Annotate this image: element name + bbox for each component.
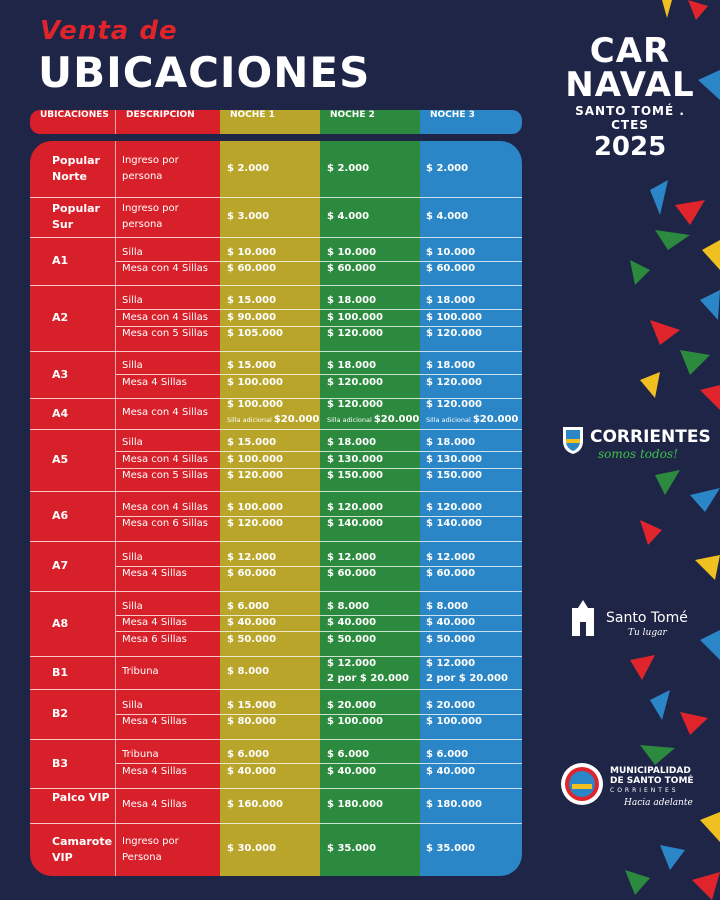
sub-row-divider: [116, 516, 522, 517]
price-noche-2: $ 100.000: [327, 716, 383, 727]
description: Mesa con 4 Sillas: [122, 453, 208, 465]
description: Mesa con 4 Sillas: [122, 501, 208, 513]
price-noche-3: $ 100.000: [426, 311, 482, 323]
price-noche-1: $ 120.000: [227, 518, 283, 529]
price-noche-2: $ 50.000: [327, 633, 377, 645]
santo-tome-name: Santo Tomé: [606, 610, 688, 626]
row-divider: [30, 591, 522, 592]
description: Mesa 6 Sillas: [122, 633, 187, 645]
description: Mesa con 6 Sillas: [122, 518, 208, 529]
price-noche-3: $ 150.000: [426, 470, 482, 482]
price-noche-1: $ 40.000: [227, 765, 277, 777]
sub-row-divider: [116, 763, 522, 764]
location-name: B2: [52, 707, 69, 720]
price-noche-3: $ 35.000: [426, 843, 476, 855]
sub-row-divider: [116, 451, 522, 452]
row-divider: [30, 429, 522, 430]
price-noche-1: $ 15.000: [227, 295, 277, 307]
price-noche-3: $ 120.000: [426, 501, 482, 513]
price-noche-2: $ 150.000: [327, 470, 383, 482]
price-noche-1: $ 30.000: [227, 843, 277, 855]
price-noche-3: $ 18.000: [426, 360, 476, 371]
price-noche-2: $ 6.000: [327, 749, 370, 760]
municipalidad-line3: CORRIENTES: [610, 787, 679, 794]
price-noche-3: $ 18.000: [426, 437, 476, 449]
location-name: A1: [52, 254, 69, 267]
price-noche-3: $ 140.000: [426, 518, 482, 529]
sub-row-divider: [116, 374, 522, 375]
title-small: Venta de: [40, 16, 178, 46]
price-noche-2: $ 120.000: [327, 328, 383, 340]
extra-chair-label: Silla adicional: [426, 416, 473, 425]
price-noche-1: $ 100.000: [227, 501, 283, 513]
description: Silla: [122, 295, 143, 307]
row-divider: [30, 823, 522, 824]
price-noche-3: $ 120.000: [426, 328, 482, 340]
carnaval-logo-year: 2025: [593, 132, 667, 162]
description: Silla: [122, 360, 143, 371]
price-noche-3: $ 180.000: [426, 799, 482, 811]
price-noche-3: $ 18.000: [426, 295, 476, 307]
description: Mesa con 4 Sillas: [122, 311, 208, 323]
price-noche-1: $ 60.000: [227, 263, 277, 274]
price-noche-1: $ 100.000: [227, 453, 283, 465]
description: Mesa con 5 Sillas: [122, 470, 208, 482]
location-name: A3: [52, 367, 69, 381]
extra-chair-amount: $20.000: [373, 414, 420, 426]
sub-row-divider: [116, 714, 522, 715]
municipalidad-slogan: Hacia adelante: [624, 798, 693, 808]
price-noche-2: $ 18.000: [327, 295, 377, 307]
description: Ingreso por persona: [122, 155, 179, 182]
price-noche-2: $ 120.000: [327, 501, 383, 513]
price-noche-3: $ 50.000: [426, 633, 476, 645]
price-noche-3: $ 120.000: [426, 376, 482, 388]
price-noche-2: $ 130.000: [327, 453, 383, 465]
price-noche-1: $ 6.000: [227, 600, 270, 612]
price-noche-1: $ 15.000: [227, 360, 277, 371]
price-noche-3: $ 130.000: [426, 453, 482, 465]
price-noche-1: $ 100.000: [227, 399, 283, 411]
extra-chair-amount: $20.000: [472, 414, 519, 426]
location-name: B1: [52, 665, 69, 679]
extra-chair-price: [426, 414, 518, 425]
carnaval-logo-line2: NAVAL: [565, 65, 695, 105]
price-noche-1: $ 10.000: [227, 246, 277, 258]
price-noche-1: $ 100.000: [227, 376, 283, 388]
sub-row-divider: [116, 615, 522, 616]
price-noche-2: $ 4.000: [327, 210, 370, 222]
price-noche-1: $ 60.000: [227, 568, 277, 579]
description: Tribuna: [122, 749, 159, 760]
price-noche-3: $ 6.000: [426, 749, 469, 760]
price-noche-1: $ 120.000: [227, 470, 283, 482]
row-divider: [30, 237, 522, 238]
sub-row-divider: [116, 261, 522, 262]
corrientes-shield-icon: [560, 425, 586, 455]
price-noche-2: $ 10.000: [327, 246, 377, 258]
sub-row-divider: [116, 566, 522, 567]
location-name: B3: [52, 756, 69, 770]
carnaval-logo-place: SANTO TOMÉ . CTES: [575, 104, 685, 132]
description: Mesa con 4 Sillas: [122, 263, 208, 274]
description: Mesa 4 Sillas: [122, 568, 187, 579]
price-noche-2: $ 18.000: [327, 360, 377, 371]
location-name: Popular Norte: [52, 154, 100, 183]
price-noche-1: $ 8.000: [227, 666, 270, 678]
price-noche-2: $ 40.000: [327, 765, 377, 777]
price-noche-2: $ 12.000: [327, 658, 377, 670]
location-name: A4: [52, 406, 69, 420]
sub-row-divider: [116, 326, 522, 327]
corrientes-name: CORRIENTES: [590, 427, 711, 447]
row-divider: [30, 197, 522, 198]
location-name: Palco VIP: [52, 790, 110, 804]
location-name: A7: [52, 559, 69, 572]
row-divider: [30, 541, 522, 542]
header-noche-1: NOCHE 1: [220, 110, 320, 134]
price-noche-2: $ 100.000: [327, 311, 383, 323]
price-noche-3: $ 20.000: [426, 699, 476, 711]
price-noche-1: $ 50.000: [227, 633, 277, 645]
price-noche-1: $ 160.000: [227, 799, 283, 811]
price-noche-3: $ 100.000: [426, 716, 482, 727]
price-noche-2: $ 120.000: [327, 376, 383, 388]
price-noche-3: $ 120.000: [426, 399, 482, 411]
promo-price: 2 por $ 20.000: [327, 673, 409, 685]
price-noche-3: $ 2.000: [426, 162, 469, 174]
description: Ingreso por Persona: [122, 835, 179, 863]
price-noche-3: $ 60.000: [426, 263, 476, 274]
sub-row-divider: [116, 468, 522, 469]
price-noche-1: $ 105.000: [227, 328, 283, 340]
location-name: A2: [52, 311, 69, 324]
location-name: Popular Sur: [52, 202, 100, 231]
price-noche-1: $ 15.000: [227, 699, 277, 711]
header-ubicaciones: UBICACIONES: [30, 110, 115, 134]
promo-price: 2 por $ 20.000: [426, 673, 508, 685]
description: Tribuna: [122, 666, 159, 678]
price-table: [30, 141, 522, 876]
location-name: A6: [52, 509, 69, 522]
extra-chair-price: [327, 414, 419, 425]
price-noche-3: $ 40.000: [426, 765, 476, 777]
description: Silla: [122, 600, 143, 612]
extra-chair-price: [227, 414, 319, 425]
price-noche-1: $ 12.000: [227, 551, 277, 563]
description: Silla: [122, 551, 143, 563]
price-noche-2: $ 140.000: [327, 518, 383, 529]
price-noche-2: $ 60.000: [327, 263, 377, 274]
price-noche-1: $ 90.000: [227, 311, 277, 323]
corrientes-slogan: somos todos!: [598, 447, 678, 461]
description: Silla: [122, 246, 143, 258]
row-divider: [30, 739, 522, 740]
row-divider: [30, 491, 522, 492]
page-title: UBICACIONES: [38, 48, 371, 97]
price-noche-3: $ 10.000: [426, 246, 476, 258]
municipalidad-line1: MUNICIPALIDAD: [610, 766, 691, 776]
santo-tome-church-icon: [566, 598, 600, 638]
column-divider: [115, 141, 116, 876]
price-noche-2: $ 8.000: [327, 600, 370, 612]
price-noche-2: $ 18.000: [327, 437, 377, 449]
municipalidad-seal-icon: [560, 762, 604, 806]
header-noche-2: NOCHE 2: [320, 110, 420, 134]
description: Silla: [122, 437, 143, 449]
row-divider: [30, 656, 522, 657]
price-noche-3: $ 12.000: [426, 658, 476, 670]
location-name: Camarote VIP: [52, 834, 113, 864]
price-noche-1: $ 3.000: [227, 210, 270, 222]
price-noche-2: $ 60.000: [327, 568, 377, 579]
sub-row-divider: [116, 631, 522, 632]
price-noche-2: $ 120.000: [327, 399, 383, 411]
price-noche-1: $ 2.000: [227, 162, 270, 174]
location-name: A5: [52, 453, 69, 466]
header-descripcion: DESCRIPCIÓN: [115, 110, 220, 134]
santo-tome-slogan: Tu lugar: [628, 628, 667, 638]
description: Silla: [122, 699, 143, 711]
price-noche-1: $ 15.000: [227, 437, 277, 449]
description: Mesa 4 Sillas: [122, 765, 187, 777]
description: Ingreso por persona: [122, 203, 179, 230]
sub-row-divider: [116, 309, 522, 310]
price-noche-2: $ 35.000: [327, 843, 377, 855]
price-noche-2: $ 2.000: [327, 162, 370, 174]
price-noche-3: $ 40.000: [426, 617, 476, 629]
description: Mesa 4 Sillas: [122, 716, 187, 727]
price-noche-1: $ 80.000: [227, 716, 277, 727]
price-noche-2: $ 12.000: [327, 551, 377, 563]
table-header: [30, 110, 522, 134]
price-noche-1: $ 6.000: [227, 749, 270, 760]
extra-chair-label: Silla adicional: [227, 416, 274, 425]
carnaval-logo-line1: CAR: [589, 31, 671, 71]
price-noche-2: $ 20.000: [327, 699, 377, 711]
price-noche-3: $ 4.000: [426, 210, 469, 222]
description: Mesa con 5 Sillas: [122, 328, 208, 340]
location-name: A8: [52, 616, 69, 630]
description: Mesa 4 Sillas: [122, 799, 187, 811]
extra-chair-amount: $20.000: [273, 414, 320, 426]
description: Mesa 4 Sillas: [122, 617, 187, 629]
price-noche-2: $ 40.000: [327, 617, 377, 629]
row-divider: [30, 689, 522, 690]
price-noche-3: $ 8.000: [426, 600, 469, 612]
carnaval-logo: [560, 31, 700, 162]
description: Mesa con 4 Sillas: [122, 407, 208, 419]
price-noche-2: $ 180.000: [327, 799, 383, 811]
price-noche-3: $ 60.000: [426, 568, 476, 579]
row-divider: [30, 285, 522, 286]
header-noche-3: NOCHE 3: [420, 110, 522, 134]
description: Mesa 4 Sillas: [122, 376, 187, 388]
row-divider: [30, 351, 522, 352]
extra-chair-label: Silla adicional: [327, 416, 374, 425]
price-noche-3: $ 12.000: [426, 551, 476, 563]
municipalidad-line2: DE SANTO TOMÉ: [610, 776, 694, 786]
price-noche-1: $ 40.000: [227, 617, 277, 629]
